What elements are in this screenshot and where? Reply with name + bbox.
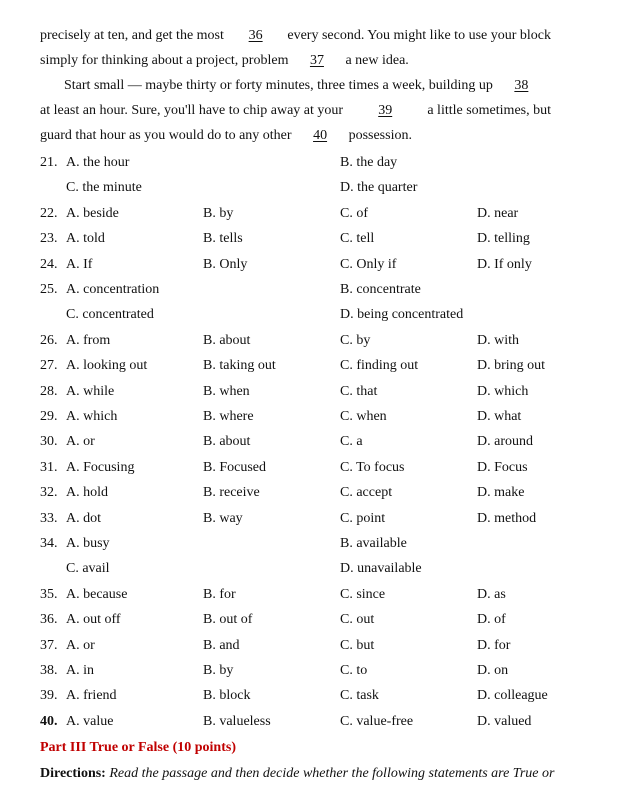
option-d: D. If only <box>477 256 532 272</box>
option-c: C. when <box>340 409 387 424</box>
option-d: D. being concentrated <box>340 307 464 323</box>
passage-text: simply for thinking about a project, problem <box>40 53 289 68</box>
option-c: C. but <box>340 637 375 653</box>
passage-text: guard that hour as you would do to any other <box>40 128 292 143</box>
option-b: B. by <box>203 205 234 221</box>
option-c: C. Only if <box>340 256 397 272</box>
option-c: C. finding out <box>340 358 419 374</box>
question-40 <box>40 709 600 734</box>
question-22 <box>40 201 600 226</box>
option-d: D. telling <box>477 231 530 247</box>
option-c: C. concentrated <box>66 307 154 323</box>
option-d: D. the quarter <box>340 180 418 196</box>
option-b: B. Only <box>203 256 248 272</box>
question-21-row2 <box>40 175 600 200</box>
passage-text: at least an hour. Sure, you'll have to chip away at your <box>40 103 344 118</box>
option-c: C. that <box>340 383 378 399</box>
option-a: A. the hour <box>66 155 130 170</box>
passage-line <box>40 73 551 98</box>
question-number: 39. <box>40 688 58 704</box>
option-d: D. which <box>477 383 529 399</box>
option-d: D. make <box>477 485 525 501</box>
question-39 <box>40 683 600 708</box>
option-c: C. avail <box>66 561 110 577</box>
option-b: B. the day <box>340 155 398 170</box>
option-a: A. beside <box>66 205 119 221</box>
blank-39: 39 <box>378 103 393 118</box>
option-d: D. of <box>477 612 506 628</box>
question-31 <box>40 455 600 480</box>
directions-label: Directions: <box>40 766 106 781</box>
question-23 <box>40 226 600 251</box>
option-a: A. If <box>66 256 93 272</box>
option-a: A. because <box>66 586 128 602</box>
option-b: B. and <box>203 637 240 653</box>
option-a: A. busy <box>66 536 110 551</box>
blank-36: 36 <box>248 28 263 43</box>
question-number: 24. <box>40 256 58 272</box>
option-b: B. out of <box>203 612 253 628</box>
question-29 <box>40 404 600 429</box>
question-32 <box>40 480 600 505</box>
question-number: 34. <box>40 536 58 551</box>
option-a: A. from <box>66 332 111 348</box>
directions-text: Read the passage and then decide whether the following statements are True or <box>109 766 555 781</box>
section-heading: Part III True or False (10 points) <box>40 740 236 755</box>
option-a: A. hold <box>66 485 108 501</box>
blank-37: 37 <box>309 53 324 68</box>
question-number: 36. <box>40 612 58 628</box>
question-27 <box>40 353 600 378</box>
blank-38: 38 <box>514 78 529 93</box>
question-number: 31. <box>40 459 58 475</box>
option-a: A. told <box>66 231 105 247</box>
option-a: A. dot <box>66 510 101 526</box>
question-number: 32. <box>40 485 58 501</box>
option-c: C. by <box>340 332 371 348</box>
passage-line <box>40 48 551 73</box>
question-30 <box>40 429 600 454</box>
question-number: 26. <box>40 332 58 348</box>
question-37 <box>40 633 600 658</box>
question-34-row2 <box>40 556 600 581</box>
option-c: C. To focus <box>340 459 405 475</box>
option-d: D. near <box>477 205 519 221</box>
question-number: 23. <box>40 231 58 247</box>
passage-text: a little sometimes, but <box>427 103 551 118</box>
option-a: A. in <box>66 663 94 678</box>
option-d: D. bring out <box>477 358 546 374</box>
option-b: B. for <box>203 586 236 602</box>
option-b: B. block <box>203 688 251 704</box>
option-d: D. method <box>477 510 537 526</box>
option-b: B. where <box>203 409 254 424</box>
option-d: D. colleague <box>477 688 548 704</box>
option-b: B. Focused <box>203 459 266 475</box>
option-c: C. out <box>340 612 375 628</box>
passage-text: possession. <box>348 128 412 143</box>
passage-text: every second. You might like to use your block <box>287 28 551 43</box>
option-c: C. point <box>340 510 386 526</box>
passage-text: a new idea. <box>345 53 409 68</box>
blank-40: 40 <box>313 128 328 143</box>
question-21 <box>40 150 600 175</box>
option-c: C. tell <box>340 231 375 247</box>
option-d: D. as <box>477 586 506 602</box>
question-number: 30. <box>40 434 58 450</box>
option-b: B. way <box>203 510 243 526</box>
question-34 <box>40 531 600 556</box>
option-d: D. on <box>477 663 509 678</box>
question-33 <box>40 506 600 531</box>
option-c: C. value-free <box>340 713 414 729</box>
question-26 <box>40 328 600 353</box>
passage-line <box>40 123 551 148</box>
passage-text: Start small — maybe thirty or forty minutes, three times a week, building up <box>64 78 493 93</box>
directions <box>40 763 554 785</box>
option-b: B. concentrate <box>340 282 421 297</box>
option-d: D. what <box>477 409 522 424</box>
option-c: C. a <box>340 434 363 450</box>
question-36 <box>40 607 600 632</box>
question-number: 35. <box>40 586 58 602</box>
option-c: C. of <box>340 205 368 221</box>
question-number: 25. <box>40 282 58 297</box>
option-b: B. when <box>203 383 250 399</box>
option-b: B. about <box>203 434 251 450</box>
option-b: B. available <box>340 536 407 551</box>
question-25 <box>40 277 600 302</box>
question-number: 33. <box>40 510 58 526</box>
option-a: A. friend <box>66 688 117 704</box>
option-c: C. the minute <box>66 180 142 196</box>
question-number: 38. <box>40 663 58 678</box>
question-24 <box>40 252 600 277</box>
option-a: A. or <box>66 434 95 450</box>
option-b: B. valueless <box>203 713 271 729</box>
question-number: 27. <box>40 358 58 374</box>
question-number: 37. <box>40 637 58 653</box>
option-a: A. or <box>66 637 95 653</box>
option-d: D. valued <box>477 713 532 729</box>
option-b: B. taking out <box>203 358 276 374</box>
option-a: A. looking out <box>66 358 148 374</box>
option-d: D. around <box>477 434 533 450</box>
passage-line <box>40 23 551 48</box>
question-number: 21. <box>40 155 58 170</box>
option-c: C. task <box>340 688 379 704</box>
option-c: C. accept <box>340 485 393 501</box>
passage <box>40 23 551 148</box>
option-a: A. concentration <box>66 282 160 297</box>
question-38 <box>40 658 600 683</box>
option-d: D. Focus <box>477 459 528 475</box>
question-number: 28. <box>40 383 58 399</box>
option-a: A. out off <box>66 612 121 628</box>
option-d: D. with <box>477 332 519 348</box>
question-25-row2 <box>40 302 600 327</box>
option-a: A. Focusing <box>66 459 135 475</box>
option-d: D. for <box>477 637 511 653</box>
option-a: A. value <box>66 713 114 729</box>
option-c: C. to <box>340 663 368 678</box>
option-b: B. by <box>203 663 234 678</box>
option-a: A. which <box>66 409 118 424</box>
option-b: B. about <box>203 332 251 348</box>
passage-line <box>40 98 551 123</box>
option-a: A. while <box>66 383 115 399</box>
question-35 <box>40 582 600 607</box>
question-number: 40. <box>40 713 58 729</box>
option-d: D. unavailable <box>340 561 422 577</box>
option-b: B. tells <box>203 231 243 247</box>
question-28 <box>40 379 600 404</box>
option-b: B. receive <box>203 485 260 501</box>
passage-text: precisely at ten, and get the most <box>40 28 224 43</box>
question-number: 29. <box>40 409 58 424</box>
option-c: C. since <box>340 586 386 602</box>
question-number: 22. <box>40 205 58 221</box>
